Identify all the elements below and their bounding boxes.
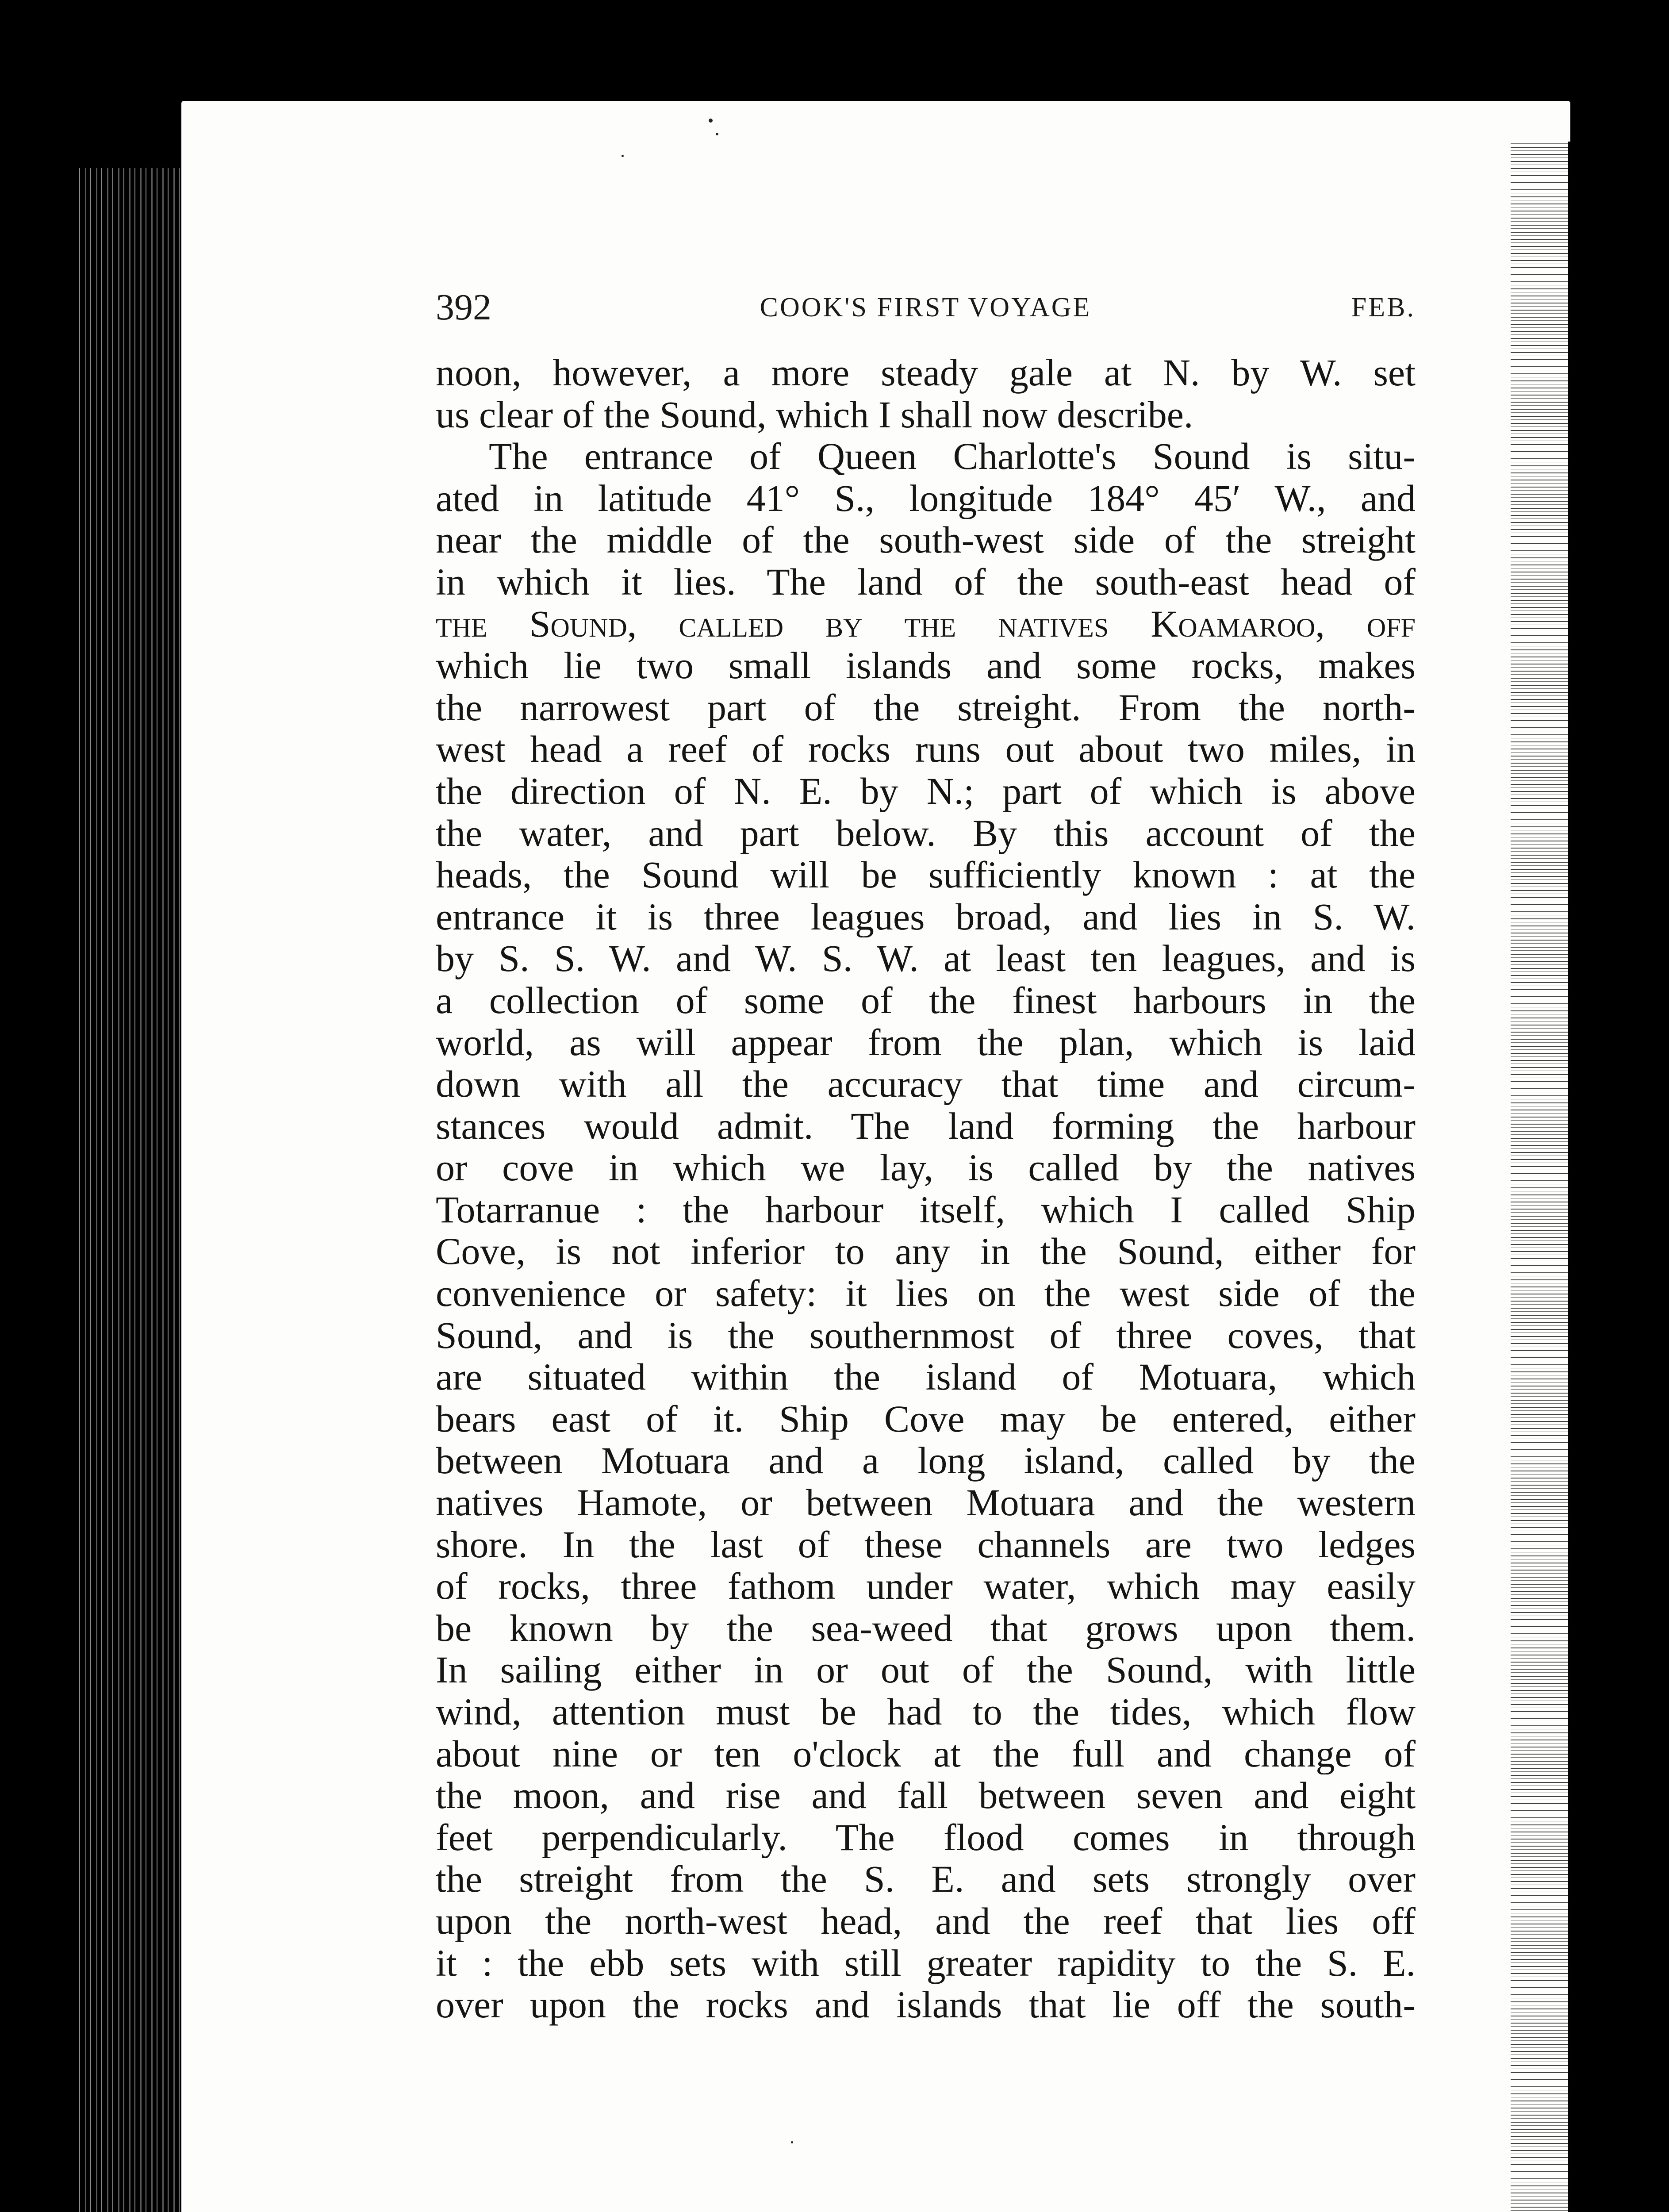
text-line: about nine or ten o'clock at the full and change of: [436, 1732, 1416, 1775]
ink-speck: [791, 2141, 793, 2143]
text-line: a collection of some of the finest harbours in the: [436, 979, 1416, 1022]
ink-speck: [716, 133, 718, 135]
text-line: the streight from the S. E. and sets strongly over: [436, 1858, 1416, 1900]
text-line: Cove, is not inferior to any in the Sound, either for: [436, 1230, 1416, 1273]
text-line: between Motuara and a long island, called by the: [436, 1440, 1416, 1482]
body-text: [436, 352, 1416, 2026]
text-line: The entrance of Queen Charlotte's Sound is situ-: [489, 435, 1416, 477]
text-line: natives Hamote, or between Motuara and the western: [436, 1482, 1416, 1524]
text-line: In sailing either in or out of the Sound, with little: [436, 1649, 1416, 1691]
text-line: feet perpendicularly. The flood comes in through: [436, 1816, 1416, 1859]
text-line: heads, the Sound will be sufficiently known : at the: [436, 854, 1416, 896]
text-line: are situated within the island of Motuara, which: [436, 1356, 1416, 1398]
text-line: near the middle of the south-west side of the streight: [436, 519, 1416, 561]
text-line: convenience or safety: it lies on the west side of the: [436, 1272, 1416, 1314]
text-line: it : the ebb sets with still greater rapidity to the S. E.: [436, 1942, 1416, 1984]
text-line: the narrowest part of the streight. From the north-: [436, 686, 1416, 729]
text-line: the water, and part below. By this account of the: [436, 812, 1416, 854]
page-number: 392: [436, 287, 491, 328]
ink-speck: [709, 119, 713, 123]
text-line: noon, however, a more steady gale at N. by W. set: [436, 352, 1416, 394]
text-line: Totarranue : the harbour itself, which I called Ship: [436, 1188, 1416, 1231]
text-line: shore. In the last of these channels are two ledges: [436, 1523, 1416, 1566]
text-line: wind, attention must be had to the tides, which flow: [436, 1691, 1416, 1733]
ink-speck: [622, 155, 624, 157]
text-line: the moon, and rise and fall between seven and eight: [436, 1774, 1416, 1816]
text-line: ated in latitude 41° S., longitude 184° 45′ W., and: [436, 477, 1416, 519]
text-line: down with all the accuracy that time and circum-: [436, 1063, 1416, 1105]
text-line: us clear of the Sound, which I shall now describe.: [436, 393, 1193, 436]
text-line: be known by the sea-weed that grows upon them.: [436, 1607, 1416, 1649]
text-line: the direction of N. E. by N.; part of which is above: [436, 770, 1416, 812]
text-line: world, as will appear from the plan, which is laid: [436, 1021, 1416, 1064]
text-line: by S. S. W. and W. S. W. at least ten leagues, and is: [436, 937, 1416, 979]
text-line: Sound, and is the southernmost of three coves, that: [436, 1314, 1416, 1356]
text-line: stances would admit. The land forming the harbour: [436, 1105, 1416, 1147]
text-line: the Sound, called by the natives Koamaroo, off: [436, 603, 1416, 645]
text-line: bears east of it. Ship Cove may be entered, either: [436, 1398, 1416, 1440]
text-line: in which it lies. The land of the south-east head of: [436, 561, 1416, 603]
text-line: entrance it is three leagues broad, and lies in S. W.: [436, 895, 1416, 938]
text-line: west head a reef of rocks runs out about two miles, in: [436, 728, 1416, 770]
running-date: FEB.: [1351, 292, 1416, 323]
scan-border-right: [1568, 142, 1604, 2212]
text-line: over upon the rocks and islands that lie off the south-: [436, 1984, 1416, 2026]
running-title: COOK'S FIRST VOYAGE: [760, 292, 1092, 323]
text-line: of rocks, three fathom under water, which may easily: [436, 1565, 1416, 1607]
text-line: or cove in which we lay, is called by the natives: [436, 1147, 1416, 1189]
text-line: which lie two small islands and some rocks, makes: [436, 645, 1416, 687]
text-line: upon the north-west head, and the reef that lies off: [436, 1900, 1416, 1942]
running-header: [436, 283, 1416, 332]
